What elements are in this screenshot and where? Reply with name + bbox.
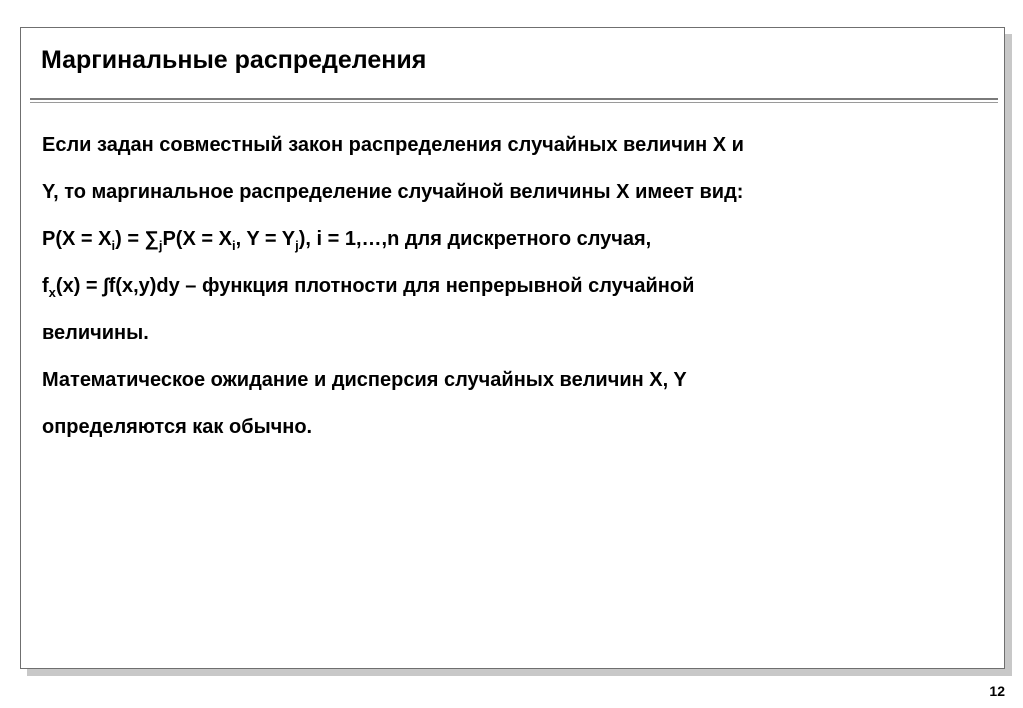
title-divider-thick [30, 98, 998, 100]
formula-discrete-part: ) = ∑ [115, 228, 159, 250]
slide-frame [20, 27, 1005, 669]
paragraph-1-line-1: Если задан совместный закон распределения случайных величин X и [42, 134, 744, 156]
formula-continuous-part: f [42, 275, 49, 297]
subscript: i [231, 238, 236, 253]
formula-discrete-part: P(X = X [162, 228, 232, 250]
subscript: i [111, 238, 116, 253]
formula-discrete [42, 216, 987, 263]
paragraph-2-line-1: Математическое ожидание и дисперсия случайных величин X, Y [42, 369, 687, 391]
paragraph-2-line-2: определяются как обычно. [42, 416, 313, 438]
formula-discrete-part: ), i = 1,…,n для дискретного случая, [298, 228, 652, 250]
subscript: x [48, 285, 56, 300]
slide-body [42, 122, 987, 451]
subscript: j [158, 238, 163, 253]
formula-continuous-part: (x) = ∫f(x,y)dy – функция плотности для непрерывной случайной [55, 275, 695, 297]
paragraph-1-line-2: Y, то маргинальное распределение случайной величины X имеет вид: [42, 181, 744, 203]
page-number: 12 [989, 683, 1005, 699]
formula-discrete-part: P(X = X [42, 228, 112, 250]
formula-discrete-part: , Y = Y [235, 228, 296, 250]
slide-title: Маргинальные распределения [41, 46, 427, 74]
formula-continuous-line-2: величины. [42, 322, 149, 344]
title-divider-thin [30, 102, 998, 103]
formula-continuous [42, 263, 987, 310]
subscript: j [295, 238, 299, 253]
